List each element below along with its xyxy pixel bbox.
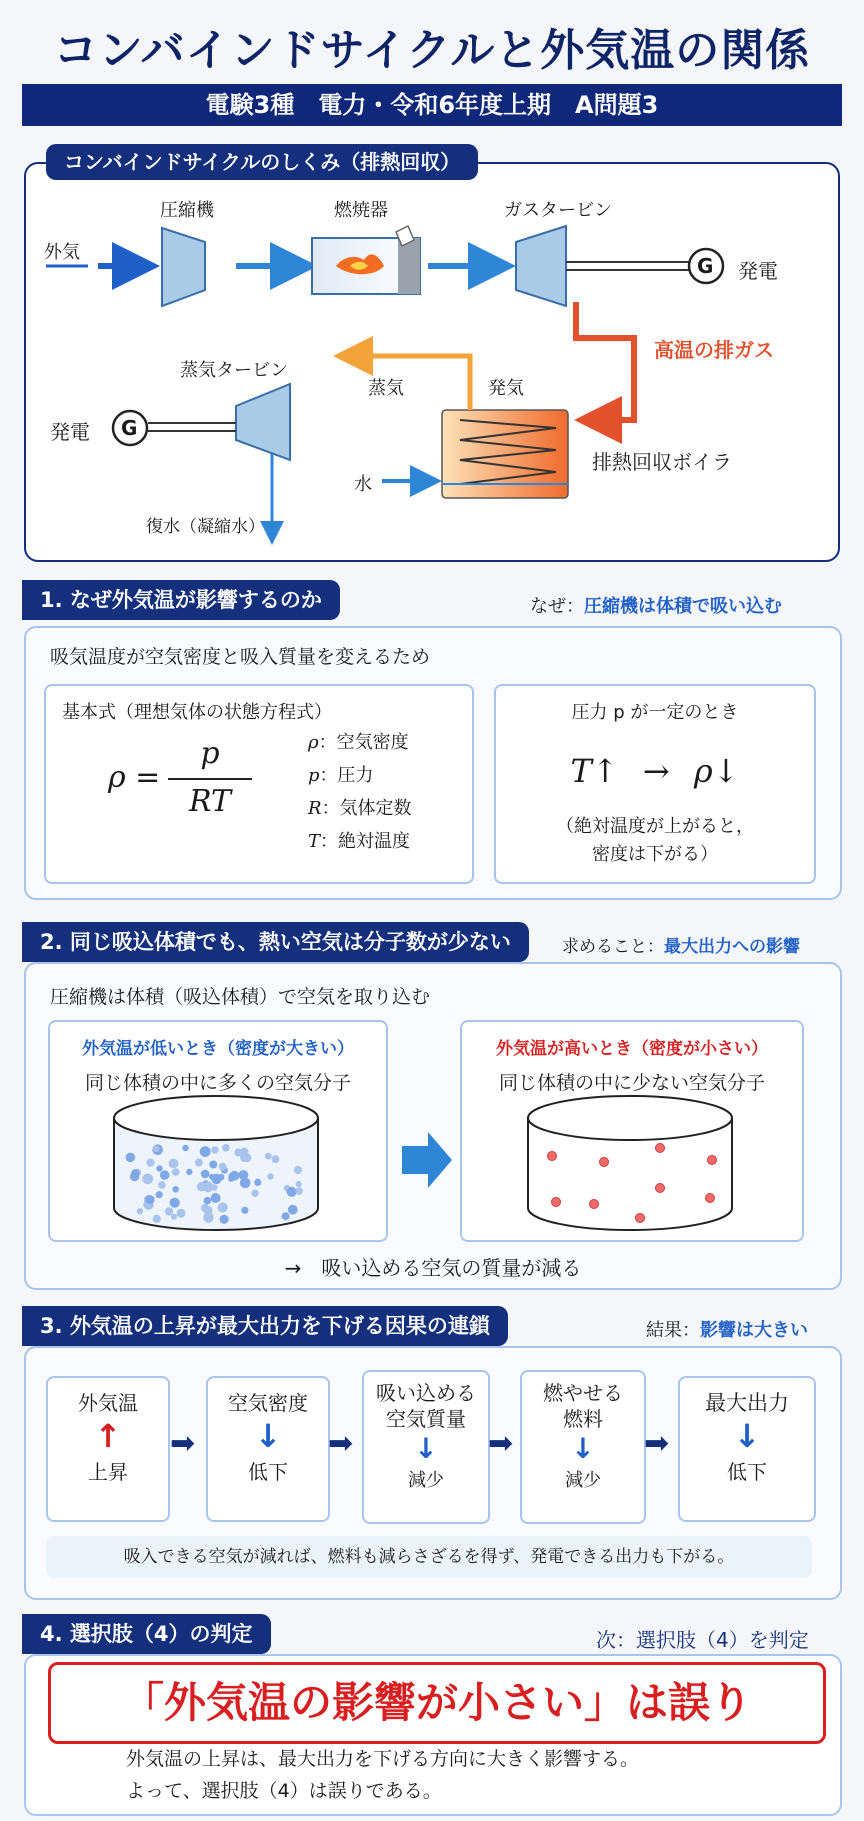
air-molecule <box>200 1146 211 1157</box>
label-compressor: 圧縮機 <box>160 200 214 221</box>
verdict-line-2: よって、選択肢（4）は誤りである。 <box>126 1780 442 1802</box>
air-molecule <box>294 1166 302 1174</box>
verdict-text: 「外気温の影響が小さい」は誤り <box>121 1678 752 1727</box>
air-molecule <box>211 1174 221 1184</box>
air-molecule <box>201 1170 210 1179</box>
steam-turbine <box>236 384 290 460</box>
air-molecule <box>171 1214 177 1220</box>
arrow-down-icon: ↓ <box>733 1417 761 1455</box>
air-molecule <box>158 1181 166 1189</box>
chain-step-air-mass <box>362 1370 490 1524</box>
chain-arrow-icon: ➡ <box>328 1426 354 1461</box>
combustor <box>312 226 420 294</box>
air-molecule <box>251 1190 258 1197</box>
air-molecule <box>186 1169 192 1175</box>
section2-conclusion: → 吸い込める空気の質量が減る <box>284 1256 582 1280</box>
air-molecule <box>241 1207 248 1214</box>
label-hrsg: 排熱回収ボイラ <box>592 450 732 474</box>
gas-turbine <box>516 226 566 306</box>
air-molecule <box>228 1175 234 1181</box>
verdict-line-1: 外気温の上昇は、最大出力を下げる方向に大きく影響する。 <box>126 1748 640 1770</box>
label-steam: 蒸気 <box>368 378 404 399</box>
arrow-up-icon: ↑ <box>94 1417 122 1455</box>
def-symbol: T <box>308 831 321 852</box>
label-steam-power: 発電 <box>50 420 90 444</box>
chain-label: 外気温 <box>78 1391 138 1415</box>
chain-result: 上昇 <box>88 1460 128 1484</box>
air-molecule <box>156 1165 162 1171</box>
section1-note-prefix: なぜ： <box>530 596 584 617</box>
section4-tab: 4. 選択肢（4）の判定 <box>22 1614 271 1654</box>
formula-denominator: RT <box>188 784 232 819</box>
relation-explain-1: （絶対温度が上がると， <box>556 816 754 837</box>
section1-note-text: 圧縮機は体積で吸い込む <box>584 596 782 617</box>
gas-generator-g: G <box>697 254 714 278</box>
air-molecule <box>153 1146 159 1152</box>
air-molecule <box>272 1155 280 1163</box>
air-molecule <box>209 1161 217 1169</box>
high-temp-title: 外気温が高いとき（密度が小さい） <box>496 1039 768 1059</box>
section2-note-prefix: 求めること： <box>562 937 664 957</box>
chain-summary: 吸入できる空気が減れば、燃料も減らさざるを得ず、発電できる出力も下がる。 <box>46 1536 812 1578</box>
steam-generator-g: G <box>121 416 138 440</box>
air-molecule <box>169 1159 179 1169</box>
sparse-cylinder <box>528 1096 732 1230</box>
air-molecule <box>211 1193 221 1203</box>
section3-tab: 3. 外気温の上昇が最大出力を下げる因果の連鎖 <box>22 1306 508 1346</box>
air-molecule <box>203 1212 213 1222</box>
gas-shaft <box>566 262 690 270</box>
chain-label: 空気密度 <box>228 1391 308 1415</box>
air-molecule <box>295 1187 303 1195</box>
air-molecule <box>126 1153 136 1163</box>
air-molecule <box>172 1168 180 1176</box>
air-molecule <box>288 1205 298 1215</box>
def-text: ：気体定数 <box>321 798 412 819</box>
air-molecule <box>203 1182 214 1193</box>
def-text: ：空気密度 <box>318 732 409 753</box>
blue-arrow <box>402 1132 452 1188</box>
air-molecule <box>142 1174 153 1185</box>
section0-tab: コンバインドサイクルのしくみ（排熱回収） <box>46 144 478 180</box>
chain-arrow-icon: ➡ <box>170 1426 196 1461</box>
section4-note: 次：選択肢（4）を判定 <box>596 1628 809 1652</box>
label-exhaust: 高温の排ガス <box>654 338 774 362</box>
high-temp-text: 同じ体積の中に少ない空気分子 <box>498 1072 765 1094</box>
chain-label: 燃やせる 燃料 <box>543 1381 623 1431</box>
air-molecule <box>204 1197 212 1205</box>
chain-label: 吸い込める 空気質量 <box>376 1381 476 1431</box>
air-molecule <box>287 1187 297 1197</box>
air-molecule <box>265 1153 272 1160</box>
air-molecule <box>282 1212 290 1220</box>
section2-tab: 2. 同じ吸込体積でも、熱い空気は分子数が少ない <box>22 922 529 962</box>
low-temp-text: 同じ体積の中に多くの空気分子 <box>84 1072 351 1094</box>
arrow-down-icon: ↓ <box>254 1417 282 1455</box>
def-text: ：圧力 <box>319 765 374 786</box>
chain-result: 低下 <box>727 1460 767 1484</box>
steam-shaft <box>148 423 236 431</box>
chain-arrow-icon: ➡ <box>644 1426 670 1461</box>
air-molecule <box>222 1144 230 1152</box>
air-molecule <box>211 1146 218 1153</box>
steam-arrow <box>348 356 470 410</box>
air-molecule <box>160 1170 169 1179</box>
air-molecule <box>165 1207 173 1215</box>
air-molecule <box>254 1179 261 1186</box>
air-molecule <box>146 1159 154 1167</box>
formula-bar <box>168 778 252 780</box>
air-molecule <box>153 1215 161 1223</box>
chain-result: 低下 <box>248 1460 288 1484</box>
air-molecule <box>219 1163 227 1171</box>
label-condensate: 復水（凝縮水） <box>146 517 265 537</box>
air-molecule <box>240 1153 249 1162</box>
formula-lhs: ρ = <box>108 760 161 795</box>
chain-step-fuel <box>520 1370 646 1524</box>
chain-result: 減少 <box>565 1470 601 1491</box>
chain-step-air-density <box>206 1376 330 1522</box>
relation-formula: T↑ → ρ↓ <box>570 752 740 790</box>
chain-step-outside-temp <box>46 1376 170 1522</box>
label-evaporation: 発気 <box>488 378 524 399</box>
def-text: ：絶対温度 <box>320 831 411 852</box>
section1-lead: 吸気温度が空気密度と吸入質量を変えるため <box>50 646 431 668</box>
air-molecule <box>195 1159 203 1167</box>
variable-definitions <box>308 726 412 858</box>
section3-note <box>646 1316 808 1342</box>
air-molecule <box>131 1169 139 1177</box>
molecule-cylinders <box>0 1090 864 1240</box>
air-molecule <box>239 1170 249 1180</box>
combined-cycle-diagram <box>0 0 864 600</box>
air-molecule <box>177 1209 186 1218</box>
chain-step-max-output <box>678 1376 816 1522</box>
label-outside-air: 外気 <box>44 242 80 263</box>
section3-note-prefix: 結果： <box>646 1320 700 1341</box>
relation-title: 圧力 p が一定のとき <box>571 702 739 723</box>
compressor <box>162 228 205 306</box>
exhaust-gas-arrow <box>576 302 634 420</box>
arrow-down-icon: ↓ <box>571 1432 595 1465</box>
label-water: 水 <box>354 474 372 495</box>
air-molecule <box>218 1202 228 1212</box>
def-symbol: p <box>308 765 320 786</box>
air-molecule <box>170 1198 180 1208</box>
air-molecule <box>182 1145 188 1151</box>
def-symbol: R <box>308 798 322 819</box>
label-gas-power: 発電 <box>738 259 778 283</box>
chain-result: 減少 <box>408 1470 444 1491</box>
subtitle-bar: 電験3種 電力・令和6年度上期 A問題3 <box>22 84 842 126</box>
air-molecule <box>172 1186 179 1193</box>
air-molecule <box>146 1195 155 1204</box>
air-molecule <box>267 1173 273 1179</box>
air-molecule <box>296 1181 302 1187</box>
section3-note-text: 影響は大きい <box>700 1320 808 1341</box>
hrsg-boiler <box>442 410 568 498</box>
section2-note-text: 最大出力への影響 <box>664 937 800 957</box>
air-molecule <box>156 1191 163 1198</box>
arrow-down-icon: ↓ <box>414 1432 438 1465</box>
label-gas-turbine: ガスタービン <box>504 200 612 221</box>
chain-arrow-icon: ➡ <box>488 1426 514 1461</box>
section2-lead: 圧縮機は体積（吸込体積）で空気を取り込む <box>50 986 431 1008</box>
section2-note <box>562 932 800 957</box>
formula-title: 基本式（理想気体の状態方程式） <box>62 702 332 723</box>
label-combustor: 燃焼器 <box>334 200 388 221</box>
def-symbol: ρ <box>308 732 319 753</box>
relation-explain-2: 密度は下がる） <box>592 844 718 865</box>
air-molecule <box>220 1215 229 1224</box>
formula-numerator: p <box>200 736 220 771</box>
chain-label: 最大出力 <box>705 1391 789 1415</box>
label-steam-turbine: 蒸気タービン <box>180 360 288 381</box>
page-title: コンバインドサイクルと外気温の関係 <box>53 25 811 76</box>
air-molecule <box>137 1208 143 1214</box>
low-temp-title: 外気温が低いとき（密度が大きい） <box>82 1039 354 1059</box>
section1-tab: 1. なぜ外気温が影響するのか <box>22 580 340 620</box>
section1-note <box>530 592 782 618</box>
